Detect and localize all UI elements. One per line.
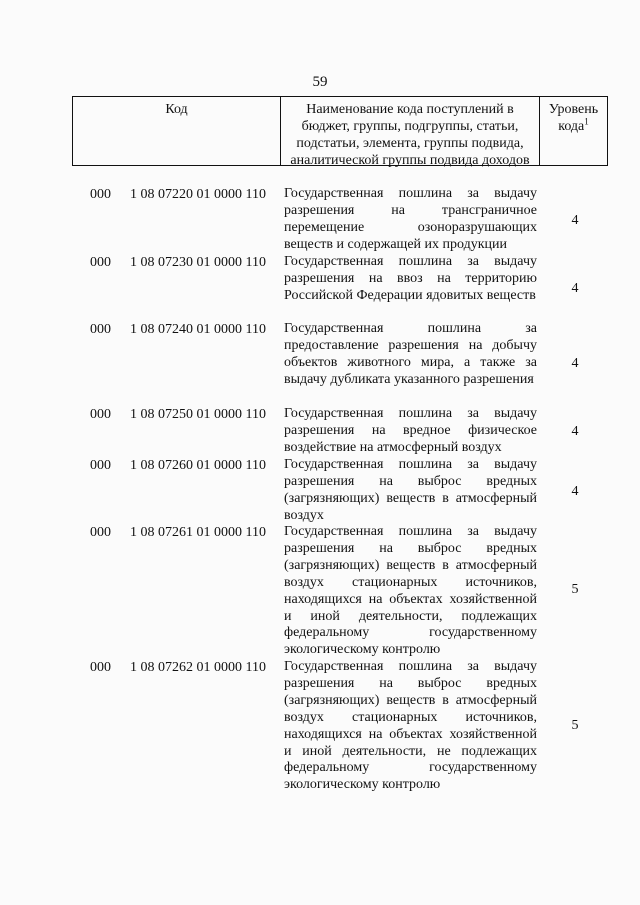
code-level: 5 bbox=[571, 582, 579, 597]
revenue-code: 1 08 07260 01 0000 110 bbox=[130, 458, 266, 473]
admin-code: 000 bbox=[90, 407, 111, 422]
code-level: 4 bbox=[571, 213, 579, 228]
header-level-footnote: 1 bbox=[584, 116, 589, 127]
revenue-name: Государственная пошлина за выдачу разрешения на вредное физическое воздействие на атмосферный воздух bbox=[284, 406, 537, 455]
admin-code: 000 bbox=[90, 255, 111, 270]
revenue-code: 1 08 07240 01 0000 110 bbox=[130, 322, 266, 337]
header-name: Наименование кода поступлений в бюджет, группы, подгруппы, статьи, подстатьи, элемента, группы подвида, аналитической группы подвида доходов bbox=[281, 97, 540, 165]
revenue-name: Государственная пошлина за выдачу разрешения на выброс вредных (загрязняющих) веществ в атмосферный воздух стационарных источников, находящихся на объектах хозяйственной и иной деятельности, подлежащих федеральному государственному экологическому контролю bbox=[284, 524, 537, 658]
revenue-name: Государственная пошлина за предоставление разрешения на добычу объектов животного мира, а также за выдачу дубликата указанного разрешения bbox=[284, 321, 537, 387]
code-level: 5 bbox=[571, 718, 579, 733]
revenue-code: 1 08 07261 01 0000 110 bbox=[130, 525, 266, 540]
header-level bbox=[540, 97, 607, 165]
revenue-name: Государственная пошлина за выдачу разрешения на выброс вредных (загрязняющих) веществ в атмосферный воздух bbox=[284, 457, 537, 523]
revenue-name: Государственная пошлина за выдачу разрешения на трансграничное перемещение озоноразрушающих веществ и содержащей их продукции bbox=[284, 186, 537, 252]
revenue-name: Государственная пошлина за выдачу разрешения на выброс вредных (загрязняющих) веществ в атмосферный воздух стационарных источников, находящихся на объектах хозяйственной и иной деятельности, не подлежащих федеральному государственному экологическому контролю bbox=[284, 659, 537, 793]
revenue-code: 1 08 07250 01 0000 110 bbox=[130, 407, 266, 422]
header-code: Код bbox=[73, 97, 281, 165]
admin-code: 000 bbox=[90, 458, 111, 473]
admin-code: 000 bbox=[90, 187, 111, 202]
code-level: 4 bbox=[571, 484, 579, 499]
admin-code: 000 bbox=[90, 660, 111, 675]
header-level-label: Уровень кода bbox=[548, 102, 599, 134]
admin-code: 000 bbox=[90, 525, 111, 540]
revenue-name: Государственная пошлина за выдачу разрешения на ввоз на территорию Российской Федерации ядовитых веществ bbox=[284, 254, 537, 303]
code-level: 4 bbox=[571, 281, 579, 296]
revenue-code: 1 08 07262 01 0000 110 bbox=[130, 660, 266, 675]
table-header bbox=[72, 96, 608, 166]
page-number: 59 bbox=[312, 74, 328, 90]
revenue-code: 1 08 07230 01 0000 110 bbox=[130, 255, 266, 270]
admin-code: 000 bbox=[90, 322, 111, 337]
code-level: 4 bbox=[571, 424, 579, 439]
code-level: 4 bbox=[571, 356, 579, 371]
revenue-code: 1 08 07220 01 0000 110 bbox=[130, 187, 266, 202]
